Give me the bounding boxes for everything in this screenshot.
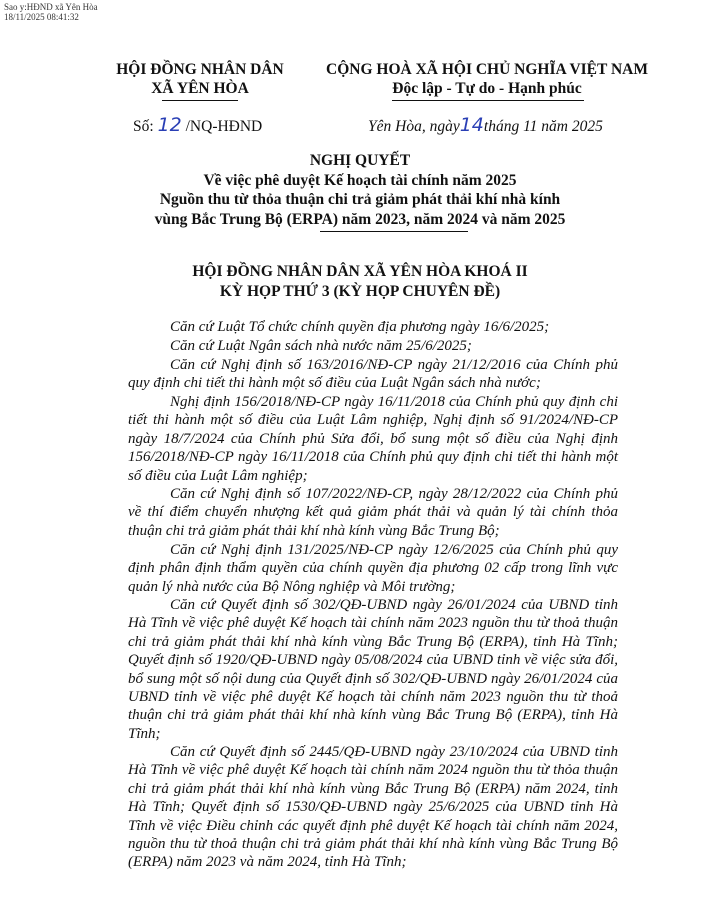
council-name: HỘI ĐỒNG NHÂN DÂN XÃ YÊN HÒA KHOÁ II — [192, 263, 528, 280]
resolution-subject-2: Nguồn thu từ thỏa thuận chi trả giảm phát thải khí nhà kính — [159, 191, 561, 208]
basis-paragraph-6: Căn cứ Nghị định 131/2025/NĐ-CP ngày 12/6/2025 của Chính phủ quy định phân định thẩm quyền của chính quyền địa phương 02 cấp trong lĩnh vực quản lý nhà nước của Bộ Nông nghiệp và Môi trường; — [128, 542, 618, 595]
council-heading — [130, 262, 590, 302]
nation-name: CỘNG HOÀ XÃ HỘI CHỦ NGHĨA VIỆT NAM — [326, 61, 648, 78]
resolution-heading: NGHỊ QUYẾT — [309, 152, 411, 169]
copy-stamp — [4, 2, 98, 22]
copy-stamp-timestamp: 18/11/2025 08:41:32 — [4, 12, 79, 22]
resolution-subject-3: vùng Bắc Trung Bộ (ERPA) năm 2023, năm 2024 và năm 2025 — [154, 210, 566, 228]
date-prefix: Yên Hòa, ngày — [368, 118, 460, 135]
issuer-org: HỘI ĐỒNG NHÂN DÂN — [116, 61, 284, 78]
issuer-underline — [162, 100, 238, 101]
basis-paragraph-2: Căn cứ Luật Ngân sách nhà nước năm 25/6/2025; — [170, 338, 472, 354]
motto-underline — [392, 100, 584, 101]
document-date — [368, 114, 603, 136]
national-motto: Độc lập - Tự do - Hạnh phúc — [392, 80, 582, 97]
number-prefix: Số: — [133, 118, 154, 135]
handwritten-day: 14 — [459, 114, 484, 136]
title-underline — [320, 231, 468, 232]
basis-paragraph-5: Căn cứ Nghị định số 107/2022/NĐ-CP, ngày 28/12/2022 của Chính phủ về thí điểm chuyển nhượng kết quả giảm phát thải và quản lý tài chính thỏa thuận chi trả giảm phát thải khí nhà kính vùng Bắc Trung Bộ; — [128, 486, 618, 539]
basis-paragraph-7: Căn cứ Quyết định số 302/QĐ-UBND ngày 26/01/2024 của UBND tỉnh Hà Tĩnh về việc phê duyệt Kế hoạch tài chính năm 2023 nguồn thu từ thoả thuận chi trả giảm phát thải khí nhà kính vùng Bắc Trung Bộ (ERPA), tỉnh Hà Tĩnh; Quyết định số 1920/QĐ-UBND ngày 05/08/2024 của UBND tỉnh về việc sửa đổi, bổ sung một số nội dung của Quyết định số 302/QĐ-UBND ngày 26/01/2024 của UBND tỉnh về việc phê duyệt Kế hoạch tài chính năm 2023 nguồn thu từ thoả thuận chi trả giảm phát thải khí nhà kính vùng Bắc Trung Bộ (ERPA), tỉnh Hà Tĩnh; — [128, 597, 618, 742]
basis-paragraph-4: Nghị định 156/2018/NĐ-CP ngày 16/11/2018 của Chính phủ quy định chi tiết thi hành một số điều của Luật Lâm nghiệp, Nghị định số 91/2024/NĐ-CP ngày 18/7/2024 của Chính phủ Sửa đổi, bổ sung một số điều của Nghị định 156/2018/NĐ-CP ngày 16/11/2018 của Chính phủ quy định chi tiết thi hành một số điều của Luật Lâm nghiệp; — [128, 394, 618, 484]
council-session: KỲ HỌP THỨ 3 (KỲ HỌP CHUYÊN ĐỀ) — [219, 283, 501, 300]
issuer-block — [108, 60, 292, 98]
national-header — [322, 60, 652, 98]
basis-paragraph-8: Căn cứ Quyết định số 2445/QĐ-UBND ngày 23/10/2024 của UBND tỉnh Hà Tĩnh về việc phê duyệt Kế hoạch tài chính năm 2024 nguồn thu từ thỏa thuận chi trả giảm phát thải khí nhà kính vùng Bắc Trung Bộ (ERPA) năm 2024, tỉnh Hà Tĩnh; Quyết định số 1530/QĐ-UBND ngày 25/6/2025 của UBND tỉnh Hà Tĩnh về việc Điều chỉnh các quyết định phê duyệt Kế hoạch tài chính năm 2024, nguồn thu từ thoả thuận chi trả giảm phát thải khí nhà kính vùng Bắc Trung Bộ (ERPA) năm 2023 và năm 2024, tỉnh Hà Tĩnh; — [128, 744, 618, 871]
basis-paragraph-3: Căn cứ Nghị định số 163/2016/NĐ-CP ngày 21/12/2016 của Chính phủ quy định chi tiết thi hành một số điều của Luật Ngân sách nhà nước; — [128, 357, 618, 392]
resolution-title — [130, 151, 590, 229]
handwritten-number: 12 — [157, 114, 182, 136]
document-number — [133, 114, 262, 136]
date-suffix: tháng 11 năm 2025 — [483, 118, 603, 135]
basis-paragraph-1: Căn cứ Luật Tổ chức chính quyền địa phương ngày 16/6/2025; — [170, 319, 550, 335]
copy-stamp-source: Sao y:HĐND xã Yên Hòa — [4, 2, 98, 12]
issuer-commune: XÃ YÊN HÒA — [151, 80, 249, 97]
number-suffix: /NQ-HĐND — [185, 118, 263, 135]
resolution-subject-1: Về việc phê duyệt Kế hoạch tài chính năm 2025 — [203, 171, 517, 189]
